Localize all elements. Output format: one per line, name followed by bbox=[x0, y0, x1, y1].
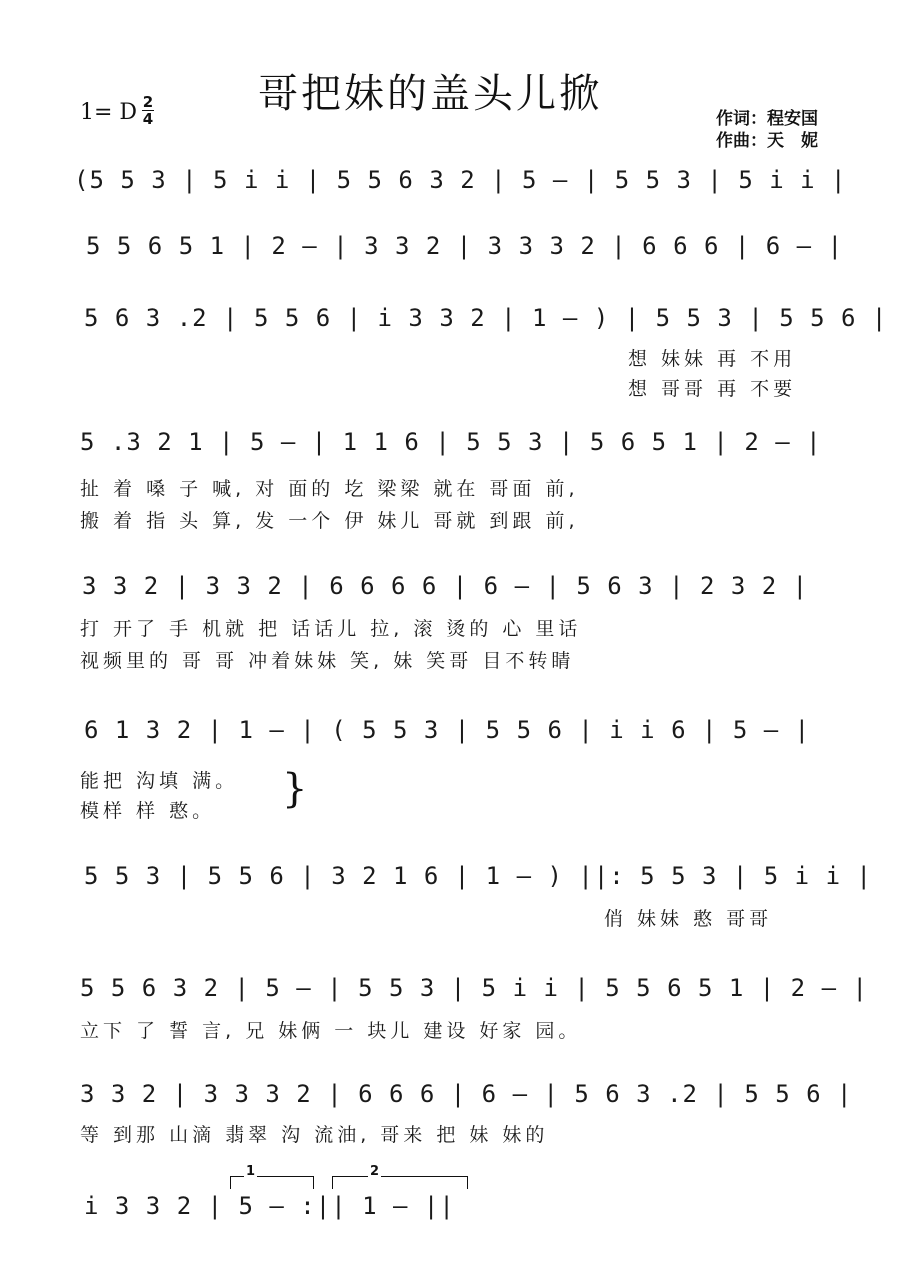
volta-1-bracket bbox=[230, 1176, 314, 1189]
volta-1-number: 1 bbox=[246, 1164, 256, 1179]
verse-brace: } bbox=[282, 766, 308, 812]
lyric-row-7: 俏 妹妹 憨 哥哥 bbox=[604, 908, 773, 930]
lyric-row-6-verse-1: 能把 沟填 满。 bbox=[80, 770, 239, 792]
notation-row-5: 3 3 2 | 3 3 2 | 6 6 6 6 | 6 — | 5 6 3 | 2 3 2 | bbox=[82, 572, 809, 600]
notation-row-8: 5 5 6 3 2 | 5 — | 5 5 3 | 5 i i | 5 5 6 5 1 | 2 — | bbox=[80, 974, 868, 1002]
volta-2-bracket bbox=[332, 1176, 468, 1189]
notation-row-9: 3 3 2 | 3 3 3 2 | 6 6 6 | 6 — | 5 6 3 .2 | 5 5 6 | bbox=[80, 1080, 853, 1108]
lyric-row-4-verse-1: 扯 着 嗓 子 喊, 对 面的 圪 梁梁 就在 哥面 前, bbox=[80, 478, 579, 500]
key-signature: 1= D bbox=[80, 100, 138, 125]
lyricist: 作词：程安国 bbox=[716, 109, 818, 129]
notation-row-7: 5 5 3 | 5 5 6 | 3 2 1 6 | 1 — ) ||: 5 5 3 | 5 i i | bbox=[84, 862, 872, 890]
time-signature-bottom: 4 bbox=[142, 110, 154, 128]
lyric-row-3-verse-2: 想 哥哥 再 不要 bbox=[628, 378, 797, 400]
time-signature-top: 2 bbox=[142, 93, 154, 111]
notation-row-6: 6 1 3 2 | 1 — | ( 5 5 3 | 5 5 6 | i i 6 | 5 — | bbox=[84, 716, 811, 744]
lyric-row-6-verse-2: 模样 样 憨。 bbox=[80, 800, 216, 822]
time-signature bbox=[142, 94, 154, 127]
notation-row-2: 5 5 6 5 1 | 2 — | 3 3 2 | 3 3 3 2 | 6 6 6 | 6 — | bbox=[86, 232, 844, 260]
notation-row-3: 5 6 3 .2 | 5 5 6 | i 3 3 2 | 1 — ) | 5 5 3 | 5 5 6 | bbox=[84, 304, 888, 332]
lyric-row-9: 等 到那 山滴 翡翠 沟 流油, 哥来 把 妹 妹的 bbox=[80, 1124, 549, 1146]
lyric-row-3-verse-1: 想 妹妹 再 不用 bbox=[628, 348, 797, 370]
song-title: 哥把妹的盖头儿掀 bbox=[258, 71, 602, 117]
lyric-row-5-verse-2: 视频里的 哥 哥 冲着妹妹 笑, 妹 笑哥 目不转睛 bbox=[80, 650, 575, 672]
composer: 作曲：天 妮 bbox=[716, 131, 818, 151]
volta-2-number: 2 bbox=[370, 1164, 380, 1179]
lyric-row-5-verse-1: 打 开了 手 机就 把 话话儿 拉, 滚 烫的 心 里话 bbox=[80, 618, 582, 640]
lyric-row-8: 立下 了 誓 言, 兄 妹俩 一 块儿 建设 好家 园。 bbox=[80, 1020, 582, 1042]
notation-row-4: 5 .3 2 1 | 5 — | 1 1 6 | 5 5 3 | 5 6 5 1 | 2 — | bbox=[80, 428, 822, 456]
notation-row-1: (5 5 3 | 5 i i | 5 5 6 3 2 | 5 — | 5 5 3 | 5 i i | bbox=[74, 166, 847, 194]
lyric-row-4-verse-2: 搬 着 指 头 算, 发 一个 伊 妹儿 哥就 到跟 前, bbox=[80, 510, 579, 532]
notation-row-10: i 3 3 2 | 5 — :|| 1 — || bbox=[84, 1192, 455, 1220]
